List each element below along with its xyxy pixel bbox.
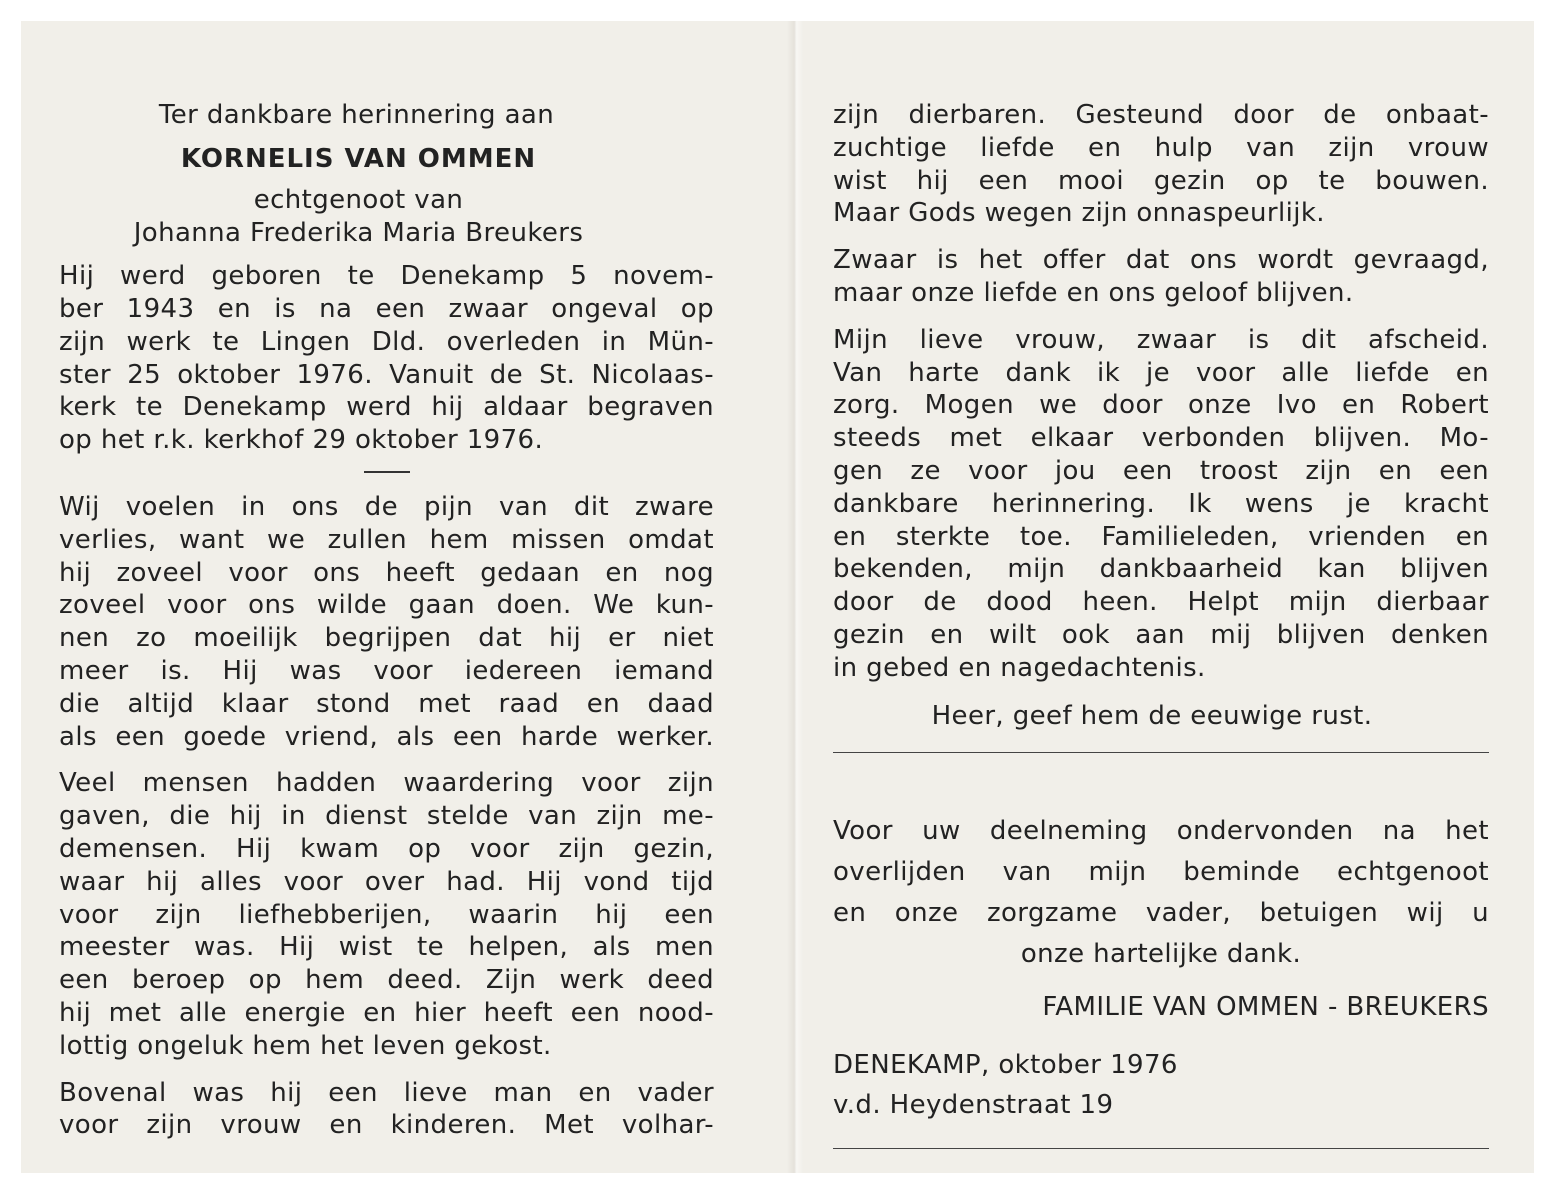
spouse-name: Johanna Frederika Maria Breukers	[133, 218, 584, 249]
text-line: gen ze voor jou een troost zijn en een	[833, 455, 1489, 486]
text-line: een beroep op hem deed. Zijn werk deed	[59, 965, 714, 996]
left-page	[59, 21, 714, 1173]
text-line: demensen. Hij kwam op voor zijn gezin,	[59, 833, 714, 864]
text-line: Maar Gods wegen zijn onnaspeurlijk.	[833, 198, 1325, 229]
text-line: Mijn lieve vrouw, zwaar is dit afscheid.	[833, 324, 1489, 355]
text-line: dankbare herinnering. Ik wens je kracht	[833, 488, 1489, 519]
text-line: in gebed en nagedachtenis.	[833, 652, 1206, 683]
text-line: meer is. Hij was voor iedereen iemand	[59, 655, 714, 686]
text-line: verlies, want we zullen hem missen omdat	[59, 524, 714, 555]
biography-paragraph	[59, 260, 714, 457]
text-line: gaven, die hij in dienst stelde van zijn me-	[59, 801, 714, 832]
text-line: en sterkte toe. Familieleden, vrienden en	[833, 521, 1489, 552]
loss-paragraph	[59, 491, 714, 753]
appreciation-paragraph	[59, 767, 714, 1062]
intro-line: Ter dankbare herinnering aan	[158, 100, 555, 130]
text-line: nen zo moeilijk begrijpen dat hij er niet	[59, 623, 714, 654]
text-line: Voor uw deelneming ondervonden na het	[833, 816, 1489, 847]
text-line: als een goede vriend, als een harde werker.	[59, 721, 714, 752]
separator-dash	[364, 471, 410, 473]
text-line: hij zoveel voor ons heeft gedaan en nog	[59, 557, 714, 588]
text-line: zijn werk te Lingen Dld. overleden in Mün-	[59, 326, 714, 357]
card-fold	[787, 21, 803, 1173]
text-line: Bovenal was hij een lieve man en vader	[59, 1077, 714, 1108]
text-line: voor zijn vrouw en kinderen. Met volhar-	[59, 1110, 714, 1141]
family-paragraph-continued	[833, 99, 1489, 230]
spouse-label: echtgenoot van	[253, 184, 464, 215]
text-line: maar onze liefde en ons geloof blijven.	[833, 277, 1354, 308]
text-line: Veel mensen hadden waardering voor zijn	[59, 768, 714, 799]
text-line: die altijd klaar stond met raad en daad	[59, 688, 714, 719]
text-line: op het r.k. kerkhof 29 oktober 1976.	[59, 425, 544, 456]
family-paragraph	[59, 1077, 714, 1143]
text-line: ber 1943 en is na een zwaar ongeval op	[59, 293, 714, 324]
text-line: voor zijn liefhebberijen, waarin hij een	[59, 899, 714, 930]
address: v.d. Heydenstraat 19	[833, 1089, 1114, 1120]
memorial-card	[21, 21, 1534, 1173]
text-line: zorg. Mogen we door onze Ivo en Robert	[833, 390, 1489, 421]
sacrifice-paragraph	[833, 244, 1489, 310]
text-line: zoveel voor ons wilde gaan doen. We kun-	[59, 590, 714, 621]
text-line: hij met alle energie en hier heeft een nood-	[59, 997, 714, 1028]
text-line: Wij voelen in ons de pijn van dit zware	[59, 491, 714, 522]
text-line: en onze zorgzame vader, betuigen wij u	[833, 898, 1489, 929]
text-line: overlijden van mijn beminde echtgenoot	[833, 857, 1489, 888]
text-line: wist hij een mooi gezin op te bouwen.	[833, 165, 1489, 196]
thanks-paragraph	[833, 811, 1489, 975]
bottom-divider-line	[833, 1148, 1489, 1149]
deceased-name: KORNELIS VAN OMMEN	[180, 143, 537, 174]
right-page	[833, 21, 1489, 1173]
text-line: gezin en wilt ook aan mij blijven denken	[833, 619, 1489, 650]
text-line: Zwaar is het offer dat ons wordt gevraagd,	[833, 245, 1489, 276]
text-line: Hij werd geboren te Denekamp 5 novem-	[59, 261, 714, 292]
text-line: ster 25 oktober 1976. Vanuit de St. Nicolaas-	[59, 359, 714, 390]
text-line: onze hartelijke dank.	[1020, 939, 1302, 970]
farewell-paragraph	[833, 324, 1489, 685]
family-signature: FAMILIE VAN OMMEN - BREUKERS	[1042, 992, 1489, 1023]
text-line: lottig ongeluk hem het leven gekost.	[59, 1030, 552, 1061]
text-line: zijn dierbaren. Gesteund door de onbaat-	[833, 100, 1489, 130]
text-line: door de dood heen. Helpt mijn dierbaar	[833, 587, 1489, 618]
text-line: kerk te Denekamp werd hij aldaar begraven	[59, 392, 714, 423]
text-line: bekenden, mijn dankbaarheid kan blijven	[833, 554, 1489, 585]
place-date: DENEKAMP, oktober 1976	[833, 1050, 1178, 1081]
text-line: Van harte dank ik je voor alle liefde en	[833, 357, 1489, 388]
text-line: waar hij alles voor over had. Hij vond tijd	[59, 866, 714, 897]
prayer-line: Heer, geef hem de eeuwige rust.	[931, 700, 1373, 731]
text-line: zuchtige liefde en hulp van zijn vrouw	[833, 132, 1489, 163]
text-line: steeds met elkaar verbonden blijven. Mo-	[833, 423, 1489, 454]
text-line: meester was. Hij wist te helpen, als men	[59, 932, 714, 963]
divider-line	[833, 752, 1489, 753]
